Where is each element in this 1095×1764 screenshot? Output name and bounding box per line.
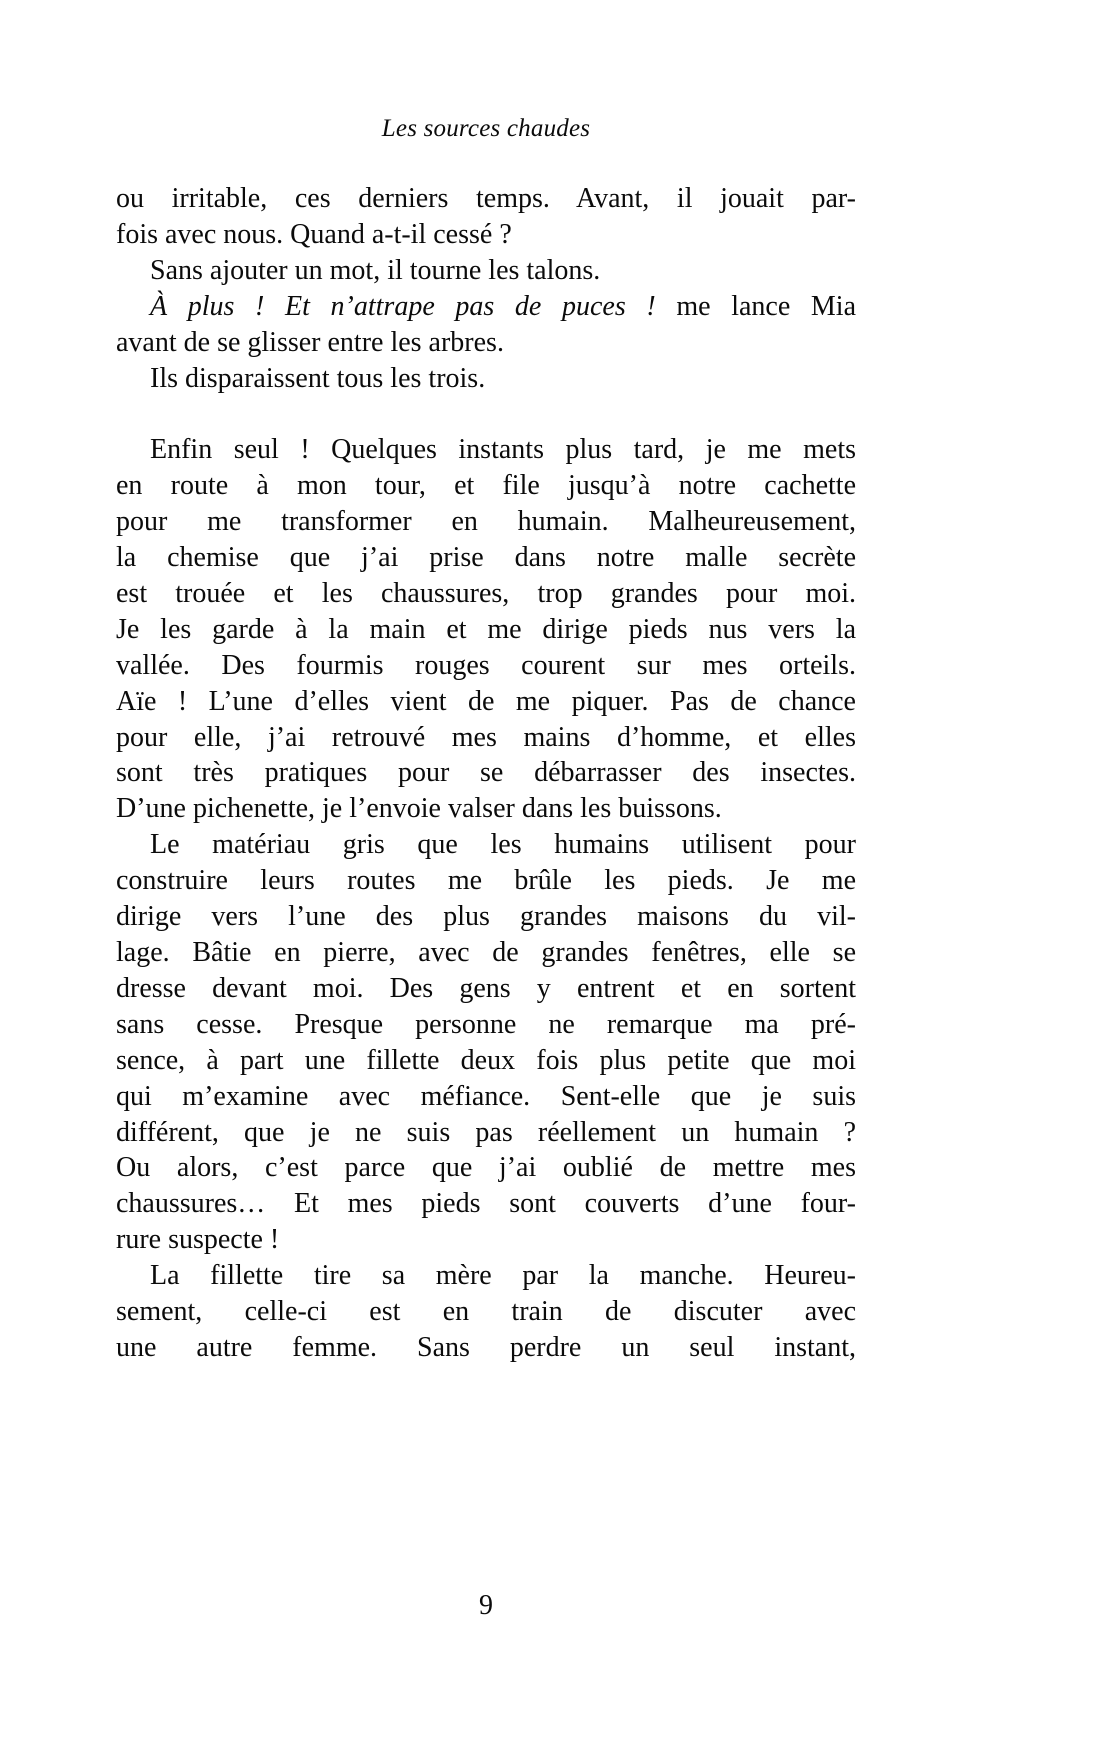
text-line bbox=[116, 1294, 856, 1330]
paragraph bbox=[116, 289, 856, 361]
text-segment: Je les garde à la main et me dirige pieds nus vers la bbox=[116, 613, 856, 645]
text-segment: D’une pichenette, je l’envoie valser dans les buissons. bbox=[116, 793, 722, 825]
text-line bbox=[116, 253, 856, 289]
italic-text: À plus ! Et n’attrape pas de puces ! bbox=[150, 290, 656, 322]
text-line bbox=[116, 720, 856, 756]
running-header: Les sources chaudes bbox=[381, 115, 591, 142]
text-segment: ou irritable, ces derniers temps. Avant, il jouait par- bbox=[116, 183, 856, 214]
text-line bbox=[116, 1007, 856, 1043]
text-segment: vallée. Des fourmis rouges courent sur mes orteils. bbox=[116, 649, 856, 681]
paragraph bbox=[116, 432, 856, 827]
text-segment: lage. Bâtie en pierre, avec de grandes fenêtres, elle se bbox=[116, 937, 856, 969]
text-line bbox=[116, 361, 856, 397]
text-segment: pour me transformer en humain. Malheureusement, bbox=[116, 506, 856, 538]
text-segment: chaussures… Et mes pieds sont couverts d’une four- bbox=[116, 1188, 856, 1220]
text-segment: sence, à part une fillette deux fois plus petite que moi bbox=[116, 1044, 856, 1076]
text-segment: pour elle, j’ai retrouvé mes mains d’homme, et elles bbox=[116, 721, 856, 753]
text-line bbox=[116, 1115, 856, 1151]
text-segment: construire leurs routes me brûle les pieds. Je me bbox=[116, 865, 856, 897]
text-line bbox=[116, 1150, 856, 1186]
text-segment: Ils disparaissent tous les trois. bbox=[150, 362, 486, 394]
text-line bbox=[116, 827, 856, 863]
text-line bbox=[116, 1079, 856, 1115]
text-line bbox=[116, 935, 856, 971]
text-line bbox=[116, 540, 856, 576]
text-line bbox=[116, 576, 856, 612]
text-line bbox=[116, 325, 856, 361]
paragraph bbox=[116, 361, 856, 397]
text-line bbox=[116, 684, 856, 720]
text-segment: dirige vers l’une des plus grandes maisons du vil- bbox=[116, 901, 856, 933]
text-segment: différent, que je ne suis pas réellement un humain ? bbox=[116, 1116, 856, 1148]
text-segment: Aïe ! L’une d’elles vient de me piquer. Pas de chance bbox=[116, 685, 856, 717]
text-segment: me lance Mia bbox=[655, 290, 857, 322]
text-line bbox=[116, 863, 856, 899]
text-line bbox=[116, 468, 856, 504]
paragraph bbox=[116, 1258, 856, 1366]
text-line bbox=[116, 1222, 856, 1258]
paragraph bbox=[116, 827, 856, 1258]
text-segment: en route à mon tour, et file jusqu’à notre cachette bbox=[116, 470, 856, 502]
text-line bbox=[116, 1186, 856, 1222]
text-line bbox=[116, 432, 856, 468]
text-line bbox=[116, 217, 856, 253]
paragraph bbox=[116, 181, 856, 253]
text-segment: sont très pratiques pour se débarrasser des insectes. bbox=[116, 757, 856, 789]
text-segment: la chemise que j’ai prise dans notre malle secrète bbox=[116, 542, 856, 574]
text-segment: sement, celle-ci est en train de discuter avec bbox=[116, 1296, 856, 1328]
text-segment: Ou alors, c’est parce que j’ai oublié de mettre mes bbox=[116, 1152, 856, 1184]
text-segment: avant de se glisser entre les arbres. bbox=[116, 326, 504, 358]
text-segment: Enfin seul ! Quelques instants plus tard, je me mets bbox=[150, 434, 856, 466]
text-line bbox=[116, 504, 856, 540]
text-segment: Le matériau gris que les humains utilisent pour bbox=[150, 829, 856, 861]
paragraph bbox=[116, 253, 856, 289]
text-segment: fois avec nous. Quand a-t-il cessé ? bbox=[116, 218, 512, 250]
text-segment: rure suspecte ! bbox=[116, 1224, 280, 1256]
text-line bbox=[116, 1258, 856, 1294]
text-line bbox=[116, 791, 856, 827]
text-line bbox=[116, 1330, 856, 1366]
page-number: 9 bbox=[479, 1590, 493, 1621]
text-segment: Sans ajouter un mot, il tourne les talons. bbox=[150, 254, 601, 286]
text-segment: La fillette tire sa mère par la manche. Heureu- bbox=[150, 1260, 856, 1292]
text-line bbox=[116, 289, 856, 325]
text-segment: sans cesse. Presque personne ne remarque ma pré- bbox=[116, 1008, 856, 1040]
text-line bbox=[116, 648, 856, 684]
page-body bbox=[116, 181, 856, 1366]
text-segment: est trouée et les chaussures, trop grandes pour moi. bbox=[116, 577, 856, 609]
text-segment: une autre femme. Sans perdre un seul instant, bbox=[116, 1331, 856, 1363]
text-segment: qui m’examine avec méfiance. Sent-elle que je suis bbox=[116, 1080, 856, 1112]
text-line bbox=[116, 755, 856, 791]
text-line bbox=[116, 612, 856, 648]
text-line bbox=[116, 181, 856, 217]
text-line bbox=[116, 1043, 856, 1079]
text-segment: dresse devant moi. Des gens y entrent et en sortent bbox=[116, 972, 856, 1004]
text-line bbox=[116, 899, 856, 935]
text-line bbox=[116, 971, 856, 1007]
